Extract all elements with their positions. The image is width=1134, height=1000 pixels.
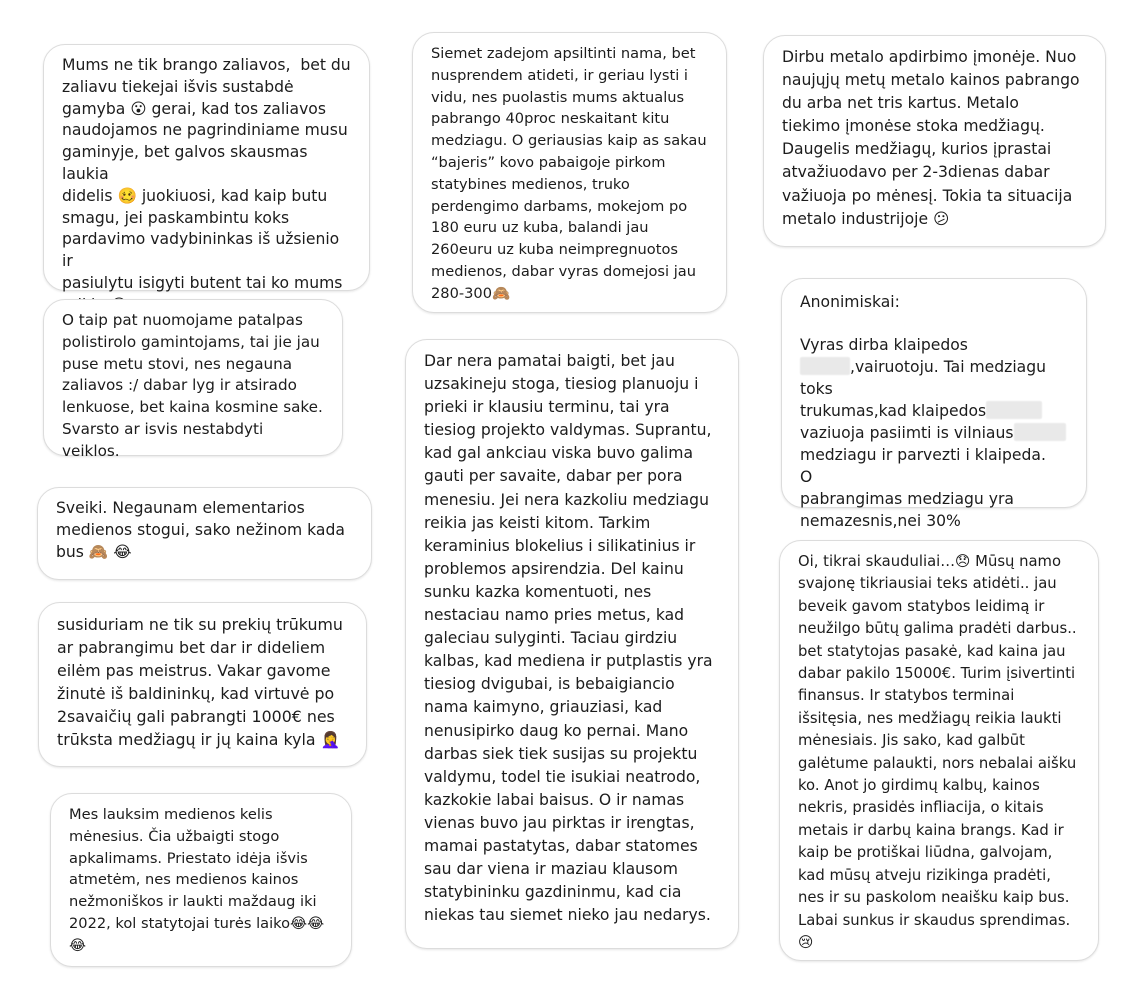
paragraph-gap xyxy=(800,313,1068,334)
message-line-text: ,vairuotoju. Tai medziagu toks xyxy=(800,358,1051,398)
message-bubble-1 xyxy=(43,44,370,291)
message-line xyxy=(800,356,1068,400)
message-line xyxy=(800,488,1068,510)
message-text: Oi, tikrai skauduliai…😞 Mūsų namo svajonę tikriausiai teks atidėti.. jau beveik gavom statybos leidimą ir neužilgo būtų galima pradėti darbus.. bet statytojas pasakė, kad kaina jau dabar pakilo 15000€. Turim įsivertinti finansus. Ir statybos terminai išsitęsia, nes medžiagų reikia laukti mėnesiais. Jis sako, kad galbūt galėtume palaukti, nors nebalai aišku ko. Anot jo girdimų kalbų, kainos nekris, prasidės infliacija, o kitais metais ir darbų kaina brangs. Kad ir kaip be protiškai liūdna, galvojam, kad mūsų atveju rizikinga pradėti, nes ir su paskolom neaišku kaip bus. Labai sunkus ir skaudus sprendimas. 😢 xyxy=(798,553,1077,951)
message-title: Anonimiskai: xyxy=(800,293,900,311)
message-bubble-9 xyxy=(781,278,1087,530)
message-text: Sveiki. Negaunam elementarios medienos stogui, sako nežinom kada bus 🙈 😂 xyxy=(56,499,345,561)
message-text: O taip pat nuomojame patalpas polistirolo gamintojams, tai jie jau puse metu stovi, nes negauna zaliavos :/ dabar lyg ir atsirado lenkuose, bet kaina kosmine sake. Svarsto ar isvis nestabdyti veiklos. xyxy=(62,311,323,460)
message-bubble-10 xyxy=(779,540,1099,961)
message-line-text: medziagu ir parvezti i klaipeda. O xyxy=(800,446,1056,486)
message-bubble-7 xyxy=(405,339,739,949)
redacted-name xyxy=(800,357,850,375)
message-line xyxy=(800,444,1068,488)
message-text: Siemet zadejom apsiltinti nama, bet nusprendem atideti, ir geriau lysti i vidu, nes puolastis mums aktualus pabrango 40proc neskaitant kitu medziagu. O geriausias kaip as sakau “bajeris” kovo pabaigoje pirkom statybines medienos, truko perdengimo darbams, mokejom po 180 euru uz kuba, balandi jau 260euru uz kuba neimpregnuotos medienos, dabar vyras domejosi jau 280-300🙈 xyxy=(431,45,707,302)
message-text: Dar nera pamatai baigti, bet jau uzsakineju stoga, tiesiog planuoju i prieki ir klausiu terminu, tai yra tiesiog projekto valdymas. Suprantu, kad gal ankciau viska buvo galima gauti per savaite, dabar per pora menesiu. Jei nera kazkoliu medziagu reikia jas keisti kitom. Tarkim keraminius blokelius i silikatinius ir problemos apsirendzia. Del kainu sunku kazka komentuoti, nes nestaciau namo pries metus, kad galeciau sulyginti. Taciau girdziu kalbas, kad mediena ir putplastis yra tiesiog dvigubai, is bebaigiancio nama kaimyno, griauziasi, kad nenusipirko daug ko pernai. Mano darbas siek tiek susijas su projektu valdymu, todel tie isukiai neatrodo, kazkokie labai baisus. O ir namas vienas buvo jau pirktas ir irengtas, mamai pastatytas, dabar statomes sau dar viena ir maziau klausom statybininku gazdininmu, kad cia niekas tau siemet nieko jau nedarys. xyxy=(424,352,713,925)
message-text: Mums ne tik brango zaliavos, bet du zaliavu tiekejai išvis sustabdė gamyba 😮 gerai, kad tos zaliavos naudojamos ne pagrindiniame musu gaminyje, bet galvos skausmas laukia didelis 🥴 juokiuosi, kad kaip butu smagu, jei paskambintu koks pardavimo vadybininkas iš užsienio ir pasiulytu isigyti butent tai ko mums xyxy=(62,56,351,292)
message-bubble-6 xyxy=(412,32,727,313)
message-bubble-5 xyxy=(50,793,352,967)
message-text: susiduriam ne tik su prekių trūkumu ar pabrangimu bet dar ir dideliem eilėm pas meistrus. Vakar gavome žinutė iš baldininkų, kad virtuvė po 2savaičių gali pabrangti 1000€ nes trūksta medžiagų ir jų kaina kyla 🤦‍♀️ xyxy=(57,615,343,749)
redacted-name xyxy=(1014,423,1066,441)
message-bubble-3 xyxy=(37,487,372,580)
message-text: Dirbu metalo apdirbimo įmonėje. Nuo naujųjų metų metalo kainos pabrango du arba net tris kartus. Metalo tiekimo įmonėse stoka medžiagų. Daugelis medžiagų, kurios įprastai atvažiuodavo per 2-3dienas dabar važiuoja po mėnesį. Tokia ta situacija metalo industrijoje 😕 xyxy=(782,48,1080,228)
message-line-text: pabrangimas medziagu yra xyxy=(800,490,1014,508)
message-line xyxy=(800,400,1068,422)
message-line xyxy=(800,334,1068,356)
message-bubble-2 xyxy=(43,299,343,460)
message-line-text: trukumas,kad klaipedos xyxy=(800,402,987,420)
redacted-name xyxy=(986,401,1042,419)
message-line-text: nemazesnis,nei 30% xyxy=(800,512,961,530)
message-line-text: Vyras dirba klaipedos xyxy=(800,336,968,354)
message-line xyxy=(800,422,1068,444)
message-text: Mes lauksim medienos kelis mėnesius. Čia užbaigti stogo apkalimams. Priestato idėja išvis atmetėm, nes medienos kainos nežmoniškos ir laukti maždaug iki 2022, kol statytojai turės laiko😂😂 😂 xyxy=(69,806,325,954)
message-line-text: vaziuoja pasiimti is vilniaus xyxy=(800,424,1014,442)
message-bubble-4 xyxy=(38,602,367,767)
message-bubble-8 xyxy=(763,35,1106,247)
message-line xyxy=(800,510,1068,532)
